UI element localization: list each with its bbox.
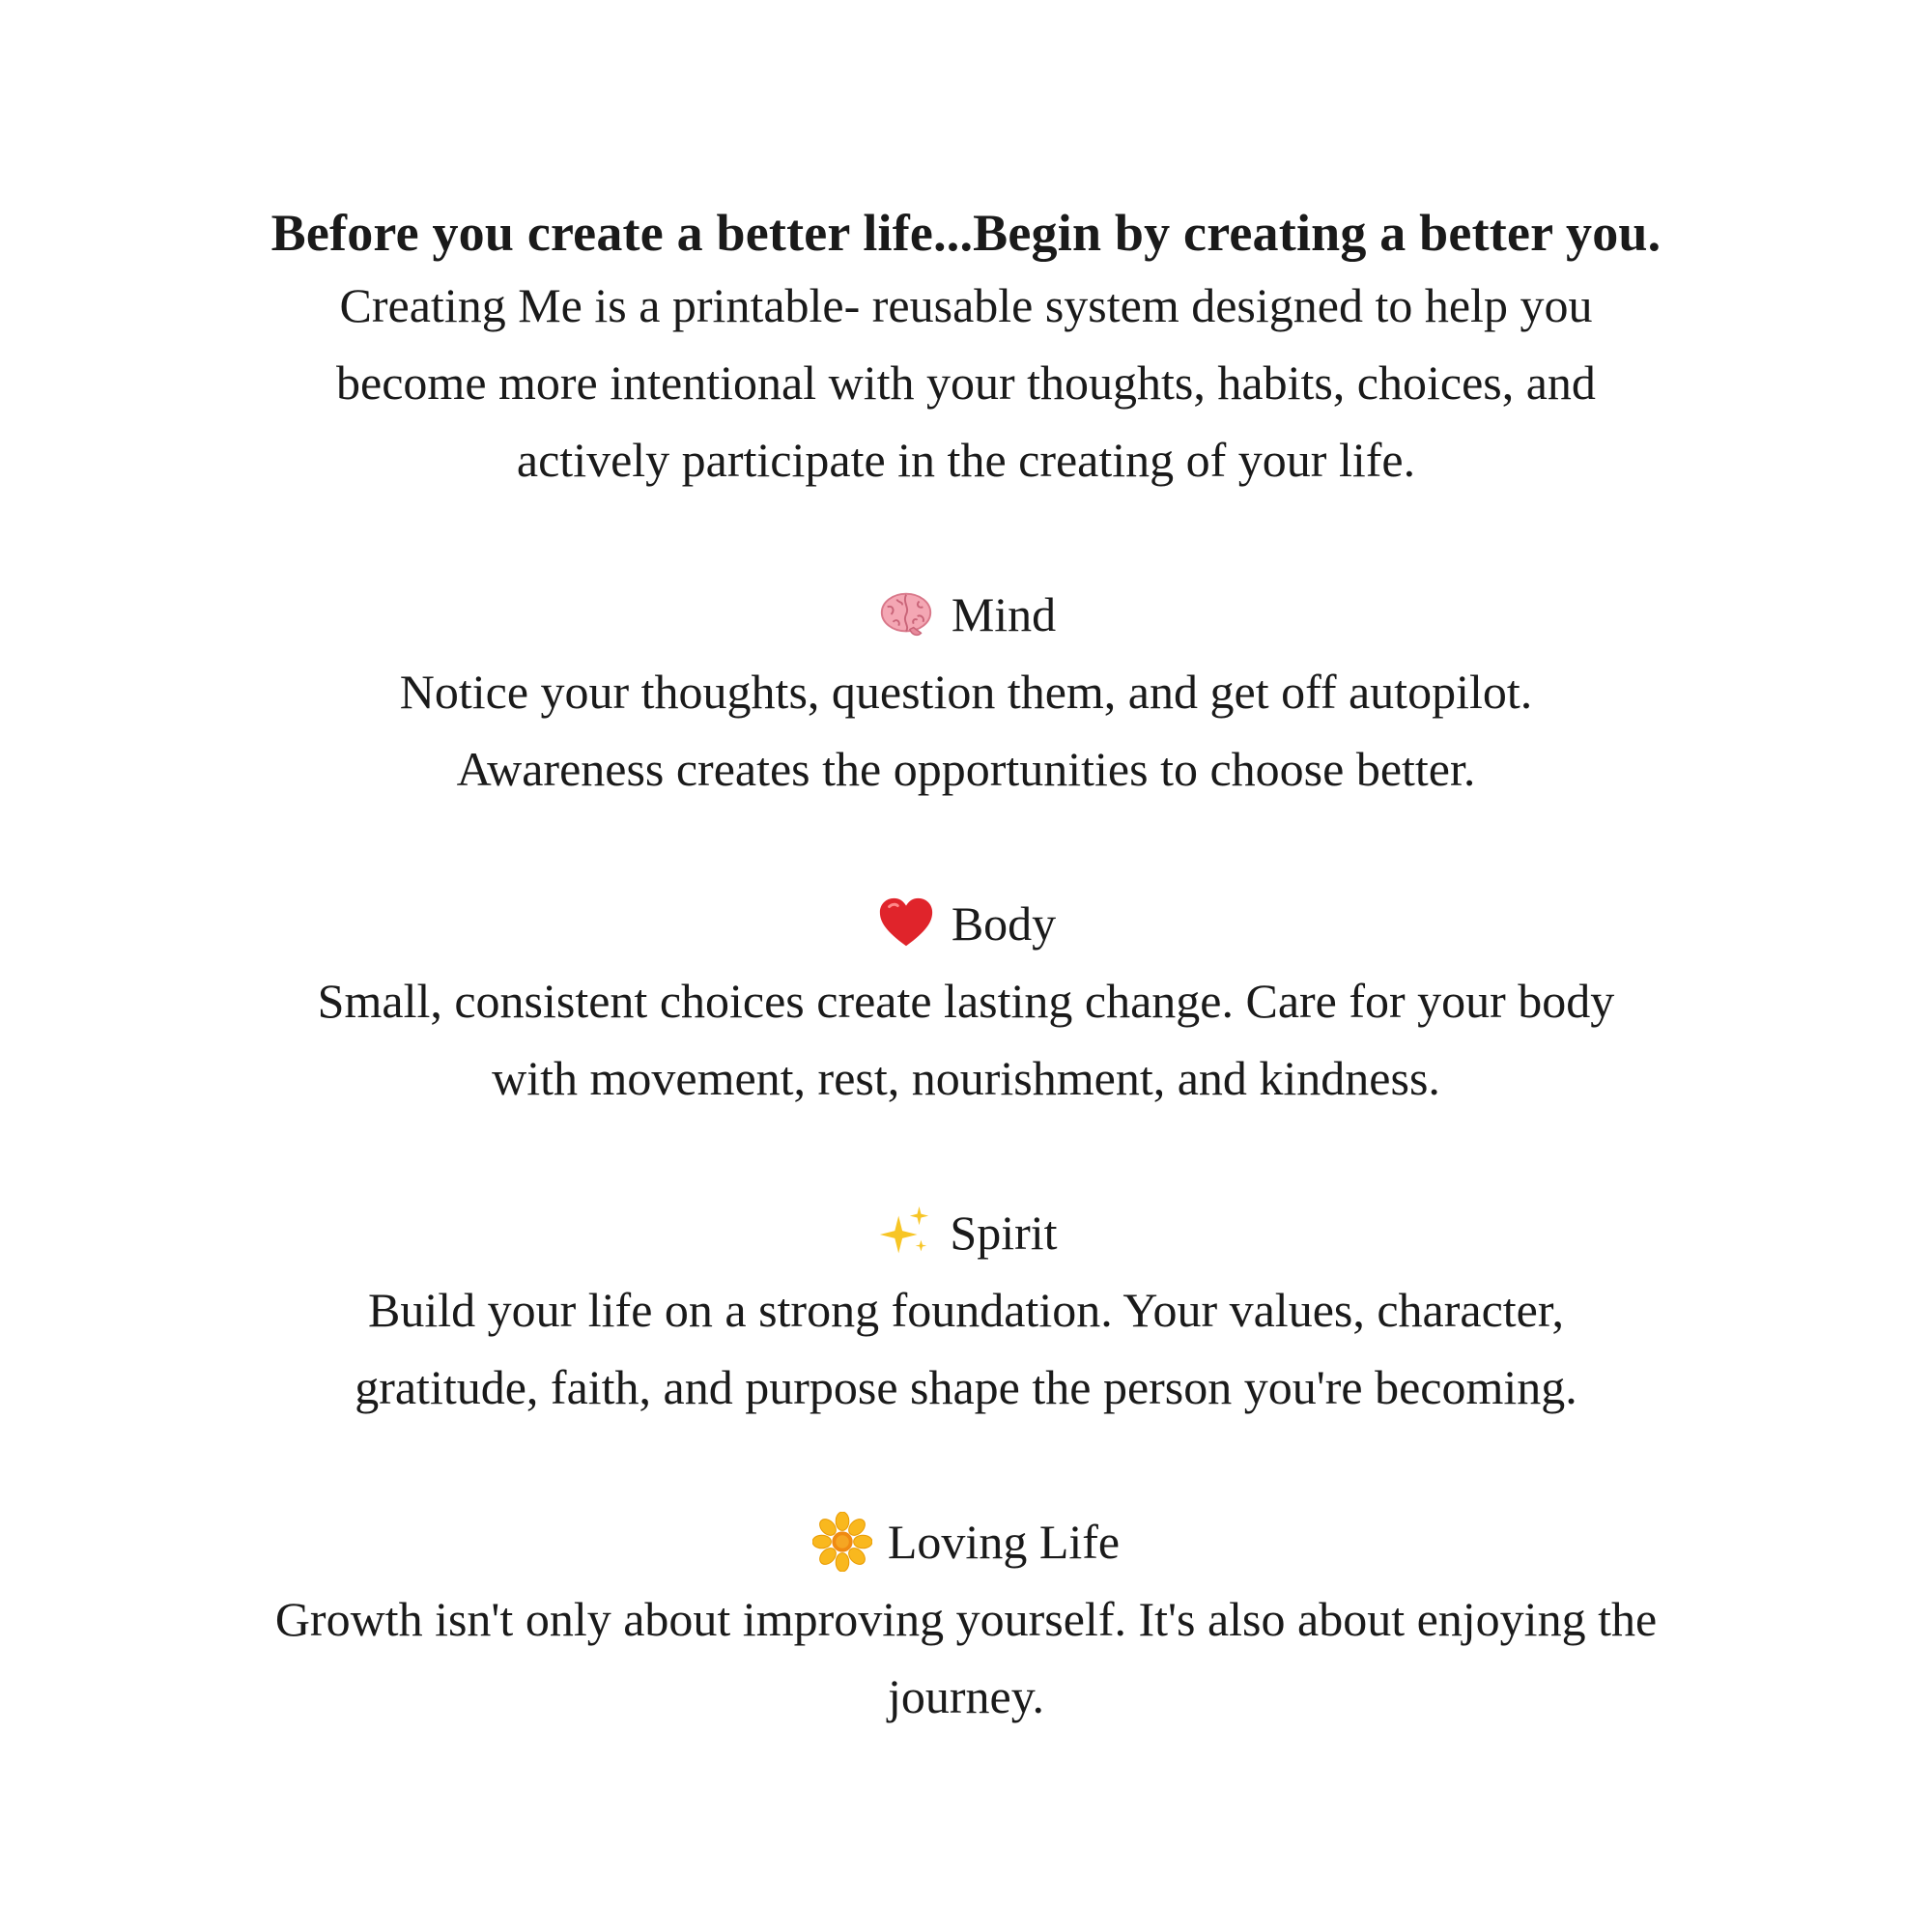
section-title	[193, 885, 1739, 962]
intro-line: Creating Me is a printable- reusable system designed to help you	[339, 278, 1593, 332]
section-title	[193, 576, 1739, 653]
intro-line: actively participate in the creating of your life.	[516, 433, 1416, 487]
section-line: Notice your thoughts, question them, and get off autopilot.	[399, 665, 1533, 719]
section-title-text: Body	[951, 896, 1057, 951]
section-line: Awareness creates the opportunities to choose better.	[456, 742, 1476, 796]
section-title-text: Spirit	[950, 1206, 1058, 1260]
headline: Before you create a better life...Begin by creating a better you.	[270, 204, 1662, 262]
section-line: Small, consistent choices create lasting change. Care for your body	[317, 974, 1615, 1028]
content	[193, 199, 1739, 1735]
section-body	[193, 885, 1739, 1117]
brain-icon	[876, 584, 936, 644]
section-line: Build your life on a strong foundation. Your values, character,	[367, 1283, 1564, 1337]
section-title-text: Mind	[951, 587, 1057, 641]
section-title	[193, 1503, 1739, 1580]
intro-paragraph	[193, 267, 1739, 498]
section-line: journey.	[888, 1669, 1044, 1723]
section-title-text: Loving Life	[887, 1515, 1121, 1569]
section-line: with movement, rest, nourishment, and kindness.	[492, 1051, 1440, 1105]
blossom-icon	[812, 1512, 872, 1572]
intro-line: become more intentional with your thoughts, habits, choices, and	[336, 355, 1596, 410]
section-spirit	[193, 1194, 1739, 1426]
section-mind	[193, 576, 1739, 808]
section-title	[193, 1194, 1739, 1271]
heart-icon	[876, 894, 936, 953]
section-line: Growth isn't only about improving yourself. It's also about enjoying the	[274, 1592, 1658, 1646]
section-loving-life	[193, 1503, 1739, 1735]
sparkles-icon	[874, 1203, 934, 1263]
section-line: gratitude, faith, and purpose shape the person you're becoming.	[355, 1360, 1577, 1414]
